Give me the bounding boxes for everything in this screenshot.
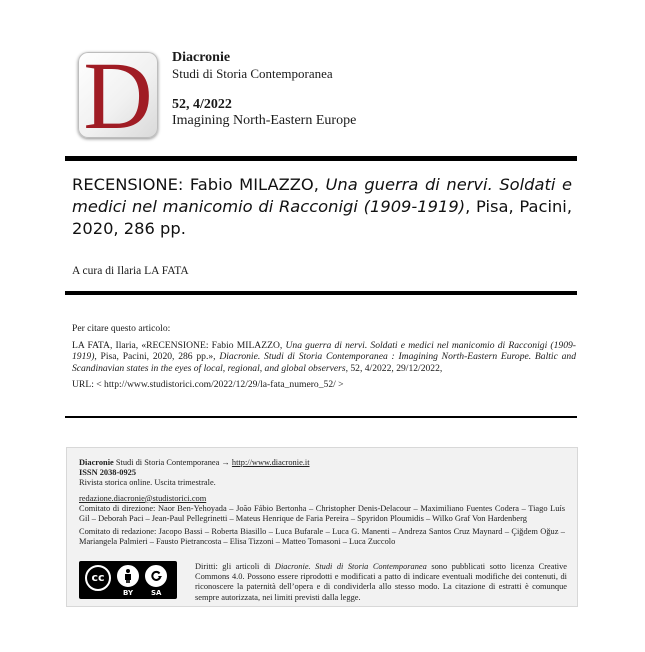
cc-by-label: BY xyxy=(123,589,134,597)
share-alike-icon xyxy=(143,563,169,589)
license-journal-title: Diacronie. Studi di Storia Contemporanea xyxy=(274,562,427,571)
cc-icon: cc xyxy=(83,563,113,593)
journal-logo xyxy=(78,52,158,138)
footer-journal-name: Diacronie xyxy=(79,458,114,467)
journal-description: Rivista storica online. Uscita trimestrale. xyxy=(79,478,216,488)
cc-license-badge[interactable] xyxy=(79,561,177,599)
license-part2: sono pubblicati sotto licenza Creative Commons 4.0. Possono essere riprodotti e modificati a patto di indicare eventuali modifiche dei contenuti, di riconoscere la paternità dell’opera e di condividerla allo stesso modo. La citazione di estratti è comunque sempre autorizzata, nei limiti previsti dalla legge. xyxy=(195,562,567,602)
citation-book-title: Una guerra di nervi. Soldati e medici nel manicomio di Racconigi (1909-1919) xyxy=(72,339,576,363)
citation-part3: , Pisa, Pacini, 2020, 286 pp.», xyxy=(94,351,220,363)
editorial-board: Comitato di redazione: Jacopo Bassi – Roberta Biasillo – Luca Bufarale – Luca G. Manenti – Andreza Santos Cruz Maynard – Çiğdem Oğuz – Mariangela Palmieri – Fausto Pietrancosta – Elisa Tizzoni – Matteo Tomasoni – Luca Zuccolo xyxy=(79,527,565,547)
citation-journal-title: Diacronie. Studi di Storia Contemporanea : Imagining North-Eastern Europe. Baltic and Scandinavian states in the eyes of local, regional, and global observers xyxy=(72,351,576,374)
journal-name: Diacronie xyxy=(172,50,231,65)
license-part1: Diritti: gli articoli di xyxy=(195,562,275,571)
cc-sa-label: SA xyxy=(151,589,162,597)
issue-theme: Imagining North-Eastern Europe xyxy=(172,113,357,128)
citation-block xyxy=(72,323,576,391)
person-icon xyxy=(115,563,141,589)
citation-label: Per citare questo articolo: xyxy=(72,323,171,334)
issue-info xyxy=(172,97,356,129)
article-title xyxy=(72,174,572,240)
article-editor: A cura di Ilaria LA FATA xyxy=(72,265,189,277)
title-suffix: , Pisa, Pacini, 2020, 286 pp. xyxy=(72,197,572,238)
issue-number: 52, 4/2022 xyxy=(172,97,232,112)
license-text xyxy=(195,562,567,603)
journal-header xyxy=(172,50,333,82)
middle-divider xyxy=(65,291,577,295)
journal-info-box xyxy=(66,447,578,607)
direction-board: Comitato di direzione: Naor Ben-Yehoyada – João Fábio Bertonha – Christopher Denis-Delacour – Maximiliano Fuentes Codera – Tiago Luís Gil – Deborah Paci – Jean-Paul Pellegrinetti – Mateus Henrique de Faria Pereira – Spyridon Ploumidis – Wilko Graf Von Hardenberg xyxy=(79,503,565,524)
citation-text xyxy=(72,340,576,375)
footer-journal-line xyxy=(79,458,565,468)
footer-journal-subtitle: Studi di Storia Contemporanea → xyxy=(113,458,232,467)
journal-subtitle: Studi di Storia Contemporanea xyxy=(172,66,333,81)
title-prefix: RECENSIONE: Fabio MILAZZO, xyxy=(72,175,326,194)
logo-letter: D xyxy=(83,52,153,138)
citation-part5: , 52, 4/2022, 29/12/2022, xyxy=(345,362,443,374)
citation-part1: LA FATA, Ilaria, «RECENSIONE: Fabio MILAZZO, xyxy=(72,339,286,351)
top-divider xyxy=(65,156,577,161)
issn: ISSN 2038-0925 xyxy=(79,468,137,478)
title-book: Una guerra di nervi. Soldati e medici nel manicomio di Racconigi (1909-1919) xyxy=(72,175,572,216)
email-link[interactable]: redazione.diacronie@studistorici.com xyxy=(79,493,207,503)
website-link[interactable]: http://www.diacronie.it xyxy=(231,458,310,467)
citation-url[interactable]: URL: < http://www.studistorici.com/2022/12/29/la-fata_numero_52/ > xyxy=(72,379,344,391)
bottom-divider xyxy=(65,416,577,418)
